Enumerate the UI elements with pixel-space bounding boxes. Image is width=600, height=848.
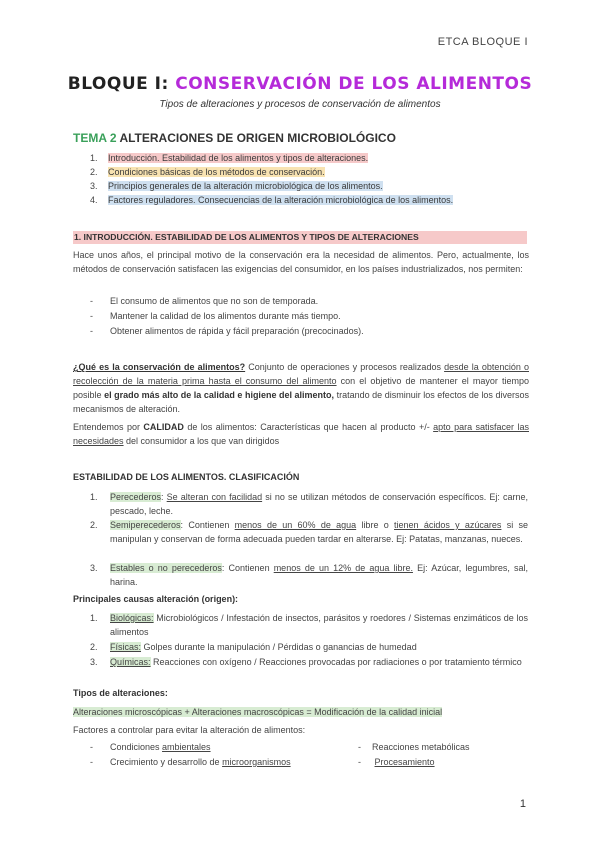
causa-item: 2. Físicas: Golpes durante la manipulación / Pérdidas o ganancias de humedad — [90, 642, 417, 652]
index-item: 1. Introducción. Estabilidad de los alimentos y tipos de alteraciones. — [90, 153, 369, 163]
index-item-text: Introducción. Estabilidad de los alimentos y tipos de alteraciones. — [108, 153, 369, 163]
definition-paragraph: ¿Qué es la conservación de alimentos? Conjunto de operaciones y procesos realizados desde la obtención o recolección de la materia prima hasta el consumo del alimento con el objetivo de mantener el mayor tiempo posible el grado más alto de la calidad e higiene del alimento, tratando de disminuir los efectos de los diversos mecanismos de alteración. — [73, 362, 529, 414]
definition-question: ¿Qué es la conservación de alimentos? — [73, 362, 246, 372]
document-title — [0, 74, 600, 94]
tema-heading — [73, 131, 396, 145]
title-topic: CONSERVACIÓN DE LOS ALIMENTOS — [175, 74, 533, 94]
tipos-heading: Tipos de alteraciones: — [73, 688, 168, 698]
tipos-equation: Alteraciones microscópicas + Alteraciones macroscópicas = Modificación de la calidad inicial — [73, 707, 443, 717]
factor-item: - Procesamiento — [358, 757, 435, 767]
factor-item: - Condiciones ambientales — [90, 742, 211, 752]
factor-item: - Crecimiento y desarrollo de microorganismos — [90, 757, 291, 767]
factor-item: - Reacciones metabólicas — [358, 742, 470, 752]
index-item: 2. Condiciones básicas de los métodos de conservación. — [90, 167, 325, 177]
list-item: - Mantener la calidad de los alimentos durante más tiempo. — [90, 311, 341, 321]
index-item-text: Condiciones básicas de los métodos de conservación. — [108, 167, 325, 177]
classification-item: 1. Perecederos: Se alteran con facilidad si no se utilizan métodos de conservación específicos. Ej: carne, pescado, leche. — [90, 492, 528, 516]
estabilidad-heading: ESTABILIDAD DE LOS ALIMENTOS. CLASIFICACIÓN — [73, 472, 300, 482]
tema-title: ALTERACIONES DE ORIGEN MICROBIOLÓGICO — [116, 131, 396, 145]
index-item: 4. Factores reguladores. Consecuencias de la alteración microbiológica de los alimentos. — [90, 195, 454, 205]
index-item-text: Principios generales de la alteración microbiológica de los alimentos. — [108, 181, 383, 191]
causa-item: 1. Biológicas: Microbiológicos / Infestación de insectos, parásitos y roedores / Sistemas enzimáticos de los alimentos — [90, 613, 528, 637]
running-header: ETCA BLOQUE I — [437, 36, 528, 48]
classification-item: 2. Semiperecederos: Contienen menos de un 60% de agua libre o tienen ácidos y azúcares si se manipulan y conservan de forma adecuada pueden tardar en alterarse. Ej: Patatas, manzanas, nueces. — [90, 520, 528, 544]
causa-item: 3. Químicas: Reacciones con oxígeno / Reacciones provocadas por radiaciones o por tratamiento térmico — [90, 657, 522, 667]
tema-number: TEMA 2 — [73, 131, 117, 145]
causas-heading: Principales causas alteración (origen): — [73, 594, 239, 604]
classification-item: 3. Estables o no perecederos: Contienen menos de un 12% de agua libre. Ej: Azúcar, legumbres, sal, harina. — [90, 563, 528, 587]
document-subtitle: Tipos de alteraciones y procesos de conservación de alimentos — [159, 99, 441, 110]
list-item: - El consumo de alimentos que no son de temporada. — [90, 296, 319, 306]
title-bloque: BLOQUE I: — [67, 74, 176, 94]
intro-paragraph: Hace unos años, el principal motivo de la conservación era la necesidad de alimentos. Pero, actualmente, los métodos de conservación satisfacen las exigencias del consumidor, en los países industrializados, nos permiten: — [73, 250, 529, 274]
factores-intro: Factores a controlar para evitar la alteración de alimentos: — [73, 725, 306, 735]
index-item-text: Factores reguladores. Consecuencias de la alteración microbiológica de los alimentos. — [108, 195, 454, 205]
section-heading: 1. INTRODUCCIÓN. ESTABILIDAD DE LOS ALIMENTOS Y TIPOS DE ALTERACIONES — [73, 231, 527, 244]
list-item: - Obtener alimentos de rápida y fácil preparación (precocinados). — [90, 326, 364, 336]
calidad-paragraph: Entendemos por CALIDAD de los alimentos: Características que hacen al producto +/- apto para satisfacer las necesidades del consumidor a los que van dirigidos — [73, 422, 529, 446]
page-number: 1 — [519, 798, 526, 810]
index-item: 3. Principios generales de la alteración microbiológica de los alimentos. — [90, 181, 383, 191]
